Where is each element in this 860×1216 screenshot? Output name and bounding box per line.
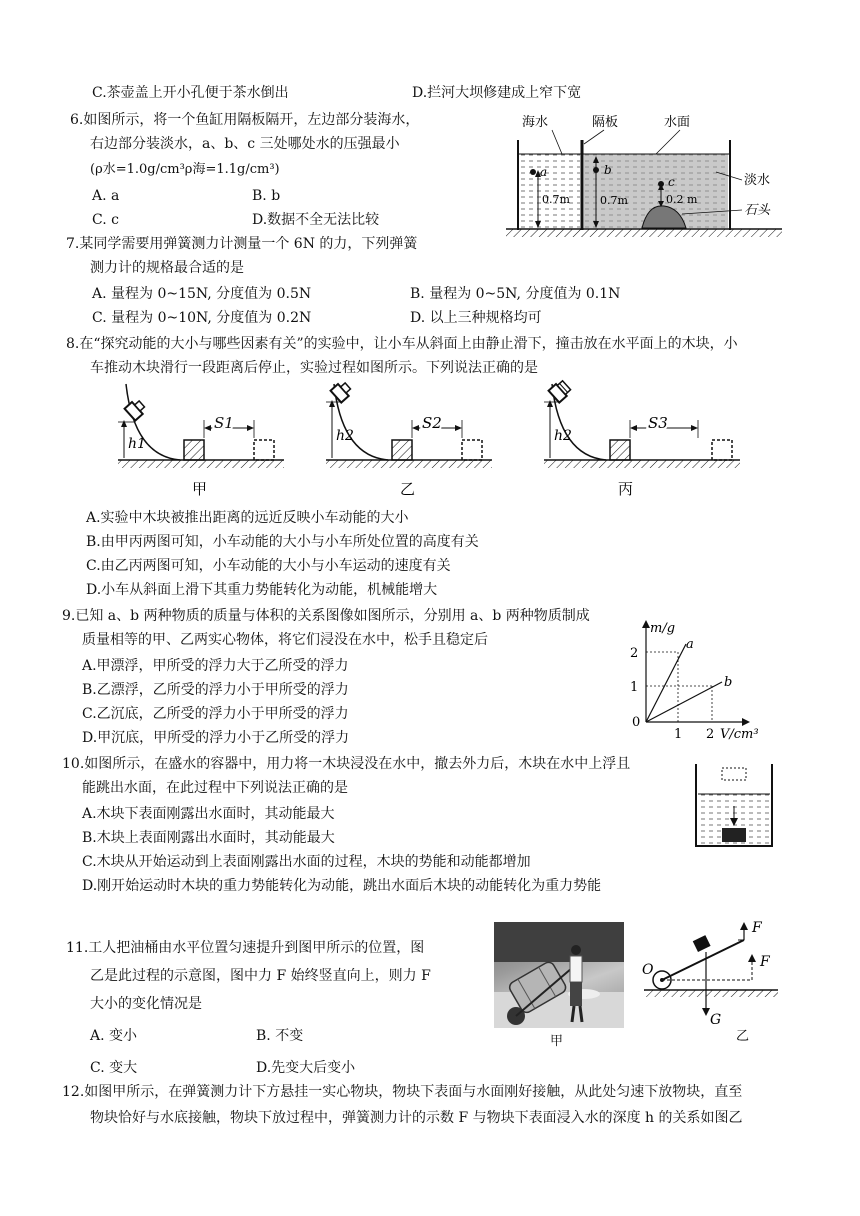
q5-option-d: D.拦河大坝修建成上窄下宽 [412,85,582,101]
q8-stem-line1: 8.在“探究动能的大小与哪些因素有关”的实验中，让小车从斜面上由静止滑下，撞击放在水平面上的木块，小 [66,336,738,352]
q11-stem-line3: 大小的变化情况是 [90,996,202,1012]
s3-label: S3 [648,414,668,432]
q12-stem-line1: 12.如图甲所示，在弹簧测力计下方悬挂一实心物块，物块下表面与水面刚好接触，从此处匀速下放物块，直至 [62,1084,743,1100]
h2-label-bing: h2 [554,428,572,444]
q9-option-d: D.甲沉底，甲所受的浮力小于乙所受的浮力 [82,730,350,746]
line-a [646,644,686,722]
depth-label-mid: 0.7m [600,194,628,207]
series-a-label: a [686,637,694,652]
q10-option-d: D.刚开始运动时木块的重力势能转化为动能，跳出水面后木块的动能转化为重力势能 [82,878,602,894]
q7-option-b: B. 量程为 0~5N, 分度值为 0.1N [410,286,621,302]
depth-label-left: 0.7m [542,193,570,206]
q7-stem-line2: 测力计的规格最合适的是 [90,260,244,276]
partition-label: 隔板 [592,115,619,130]
q9-option-a: A.甲漂浮，甲所受的浮力大于乙所受的浮力 [82,658,349,674]
q11-caption-yi: 乙 [736,1029,750,1044]
line-b [646,682,722,722]
q10-option-b: B.木块上表面刚露出水面时，其动能最大 [82,830,335,846]
q6-option-d: D.数据不全无法比较 [252,212,380,228]
graph-xlabel: V/cm³ [720,727,759,742]
caption-bing: 丙 [618,480,634,498]
q10-stem-line1: 10.如图所示，在盛水的容器中，用力将一木块浸没在水中，撤去外力后，木块在水中上浮且 [62,756,631,772]
q11-caption-jia: 甲 [550,1034,564,1049]
series-b-label: b [724,675,733,690]
q9-option-c: C.乙沉底，乙所受的浮力小于甲所受的浮力 [82,706,349,722]
q10-option-c: C.木块从开始运动到上表面刚露出水面的过程，木块的势能和动能都增加 [82,854,531,870]
q9-option-b: B.乙漂浮，乙所受的浮力小于甲所受的浮力 [82,682,349,698]
tick-origin: 0 [632,715,641,730]
q7-option-d: D. 以上三种规格均可 [410,310,542,326]
point-a-label: a [540,165,548,179]
s1-label: S1 [214,414,234,432]
stone-label: 石头 [744,203,771,218]
q9-mass-volume-graph [620,614,780,742]
q8-option-d: D.小车从斜面上滑下其重力势能转化为动能，机械能增大 [86,582,438,598]
q7-stem-line1: 7.某同学需要用弹簧测力计测量一个 6N 的力，下列弹簧 [66,236,418,252]
q11-stem-line2: 乙是此过程的示意图，图中力 F 始终竖直向上，则力 F [90,968,431,984]
q10-container-figure [692,762,776,848]
seawater-label: 海水 [522,115,549,130]
h2-label: h2 [336,428,354,444]
q10-stem-line2: 能跳出水面，在此过程中下列说法正确的是 [82,780,348,796]
tick-x-2: 2 [706,727,715,742]
q10-option-a: A.木块下表面刚露出水面时，其动能最大 [82,806,335,822]
point-b-label: b [604,163,612,177]
q6-option-b: B. b [252,188,281,204]
tick-x-1: 1 [674,727,683,742]
h1-label: h1 [128,436,146,452]
q11-option-d: D.先变大后变小 [256,1060,356,1076]
q9-stem-line2: 质量相等的甲、乙两实心物体，将它们浸没在水中，松手且稳定后 [82,632,488,648]
graph-ylabel: m/g [650,621,676,636]
photo-illustration [494,922,624,1028]
q8-option-c: C.由乙丙两图可知，小车动能的大小与小车运动的速度有关 [86,558,451,574]
q11-lever-diagram [640,918,780,1048]
caption-yi: 乙 [400,480,416,498]
q11-option-c: C. 变大 [90,1060,138,1076]
q11-stem-line1: 11.工人把油桶由水平位置匀速提升到图甲所示的位置，图 [66,940,425,956]
gravity-G-label: G [710,1012,722,1028]
q8-option-a: A.实验中木块被推出距离的远近反映小车动能的大小 [86,510,409,526]
pivot-O-label: O [642,962,654,978]
q6-fish-tank-figure [496,110,782,242]
q9-stem-line1: 9.已知 a、b 两种物质的质量与体积的关系图像如图所示，分别用 a、b 两种物质制成 [62,608,590,624]
force-F-dashed-label: F [760,954,770,970]
q8-stem-line2: 车推动木块滑行一段距离后停止，实验过程如图所示。下列说法正确的是 [90,360,538,376]
freshwater-label: 淡水 [744,173,771,188]
q6-stem-line2: 右边部分装淡水，a、b、c 三处哪处水的压强最小 [90,136,400,152]
worker-oil-drum-photo [494,922,624,1028]
q7-option-a: A. 量程为 0~15N, 分度值为 0.5N [92,286,312,302]
q8-option-b: B.由甲丙两图可知，小车动能的大小与小车所处位置的高度有关 [86,534,479,550]
q8-ramp-figures [110,378,750,502]
q6-density-formula: (ρ水=1.0g/cm³ρ海=1.1g/cm³) [90,162,280,177]
caption-jia: 甲 [192,480,208,498]
water-surface-label: 水面 [664,115,691,130]
q6-option-c: C. c [92,212,119,228]
q5-option-c: C.茶壶盖上开小孔便于茶水倒出 [92,85,289,101]
force-F-top-label: F [752,920,762,936]
tick-y-1: 1 [630,680,639,695]
depth-label-right: 0.2 m [666,193,698,206]
q7-option-c: C. 量程为 0~10N, 分度值为 0.2N [92,310,312,326]
q11-option-a: A. 变小 [90,1028,138,1044]
tick-y-2: 2 [630,646,639,661]
q11-option-b: B. 不变 [256,1028,304,1044]
point-c-label: c [668,175,675,189]
q12-stem-line2: 物块恰好与水底接触，物块下放过程中，弹簧测力计的示数 F 与物块下表面浸入水的深度 h 的关系如图乙 [90,1110,743,1126]
q6-option-a: A. a [92,188,120,204]
s2-label: S2 [422,414,442,432]
q6-stem-line1: 6.如图所示，将一个鱼缸用隔板隔开，左边部分装海水， [70,112,420,128]
